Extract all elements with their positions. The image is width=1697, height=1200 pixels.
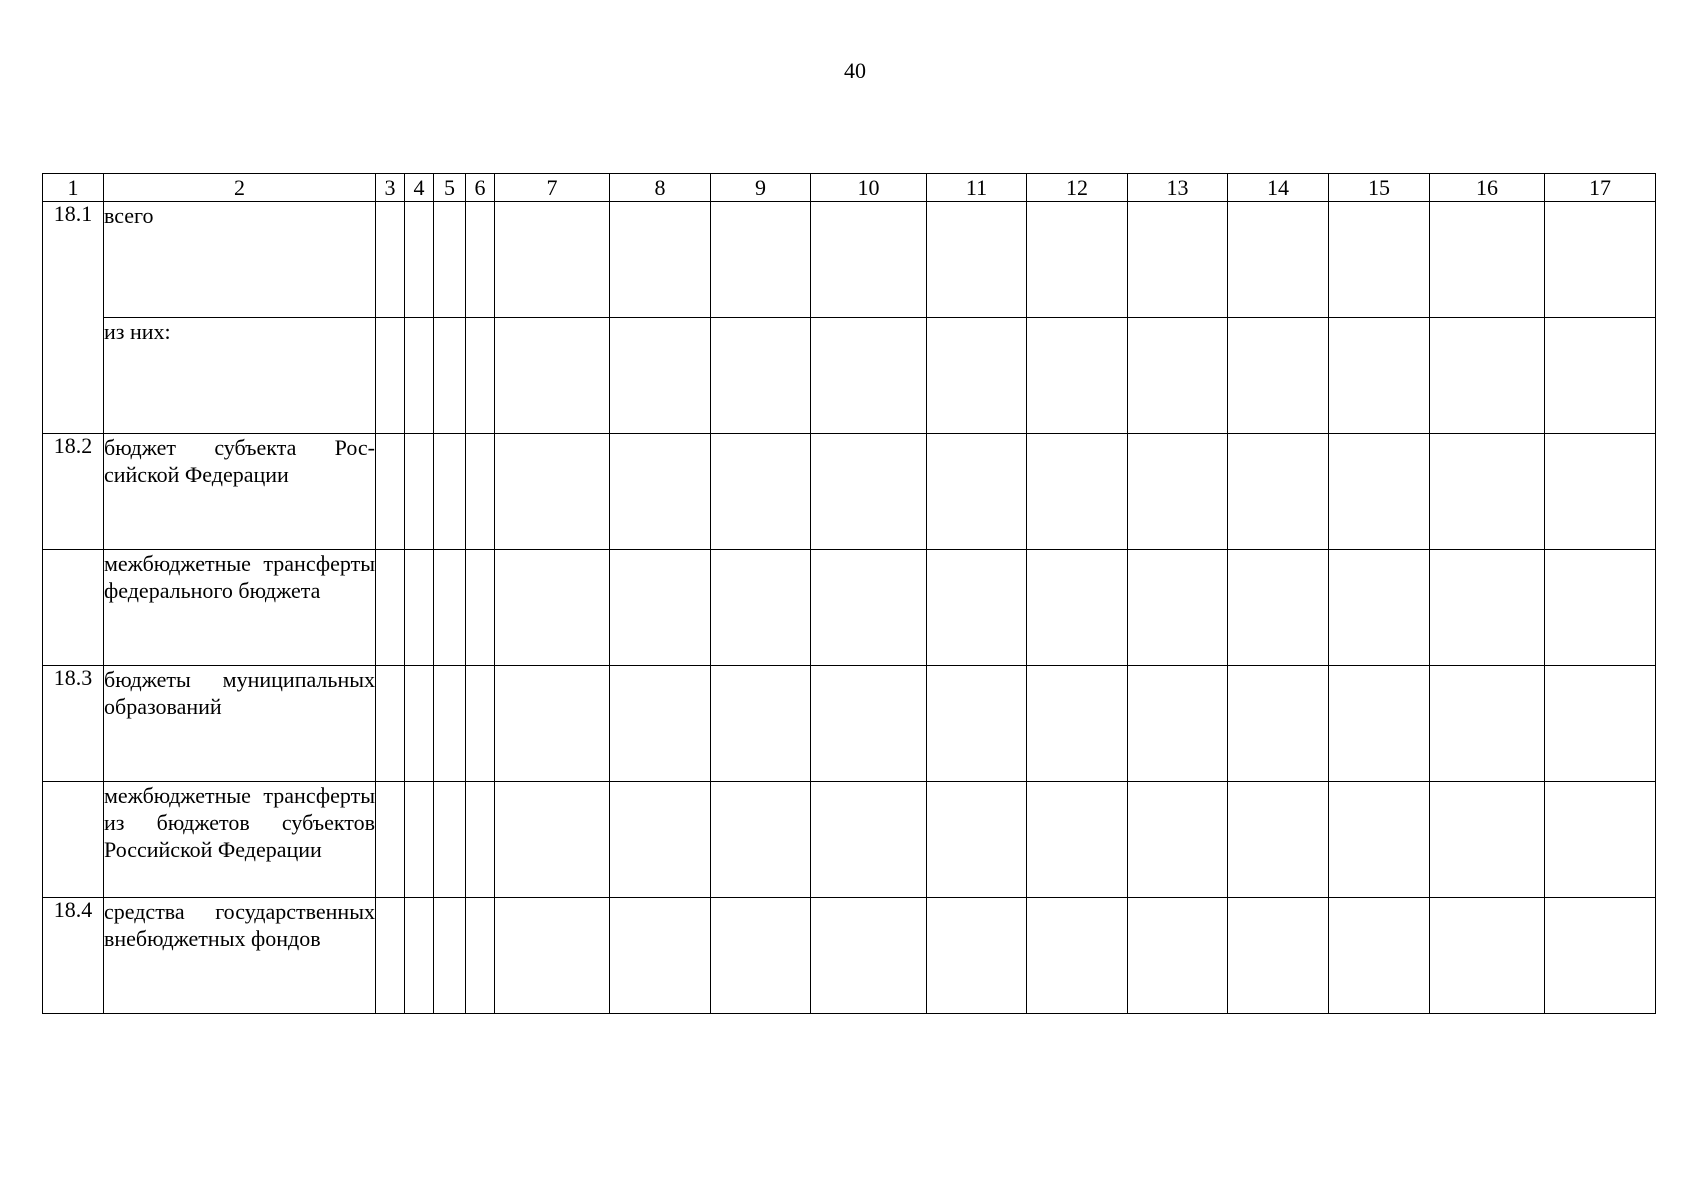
page-number: 40 [844,58,866,83]
table-row [43,782,1656,898]
data-cell [1228,434,1329,550]
column-header: 14 [1228,174,1329,202]
row-name: средства государственных внебюджетных фондов [104,898,376,1014]
data-cell [495,782,610,898]
data-cell [1228,782,1329,898]
data-cell [1545,434,1656,550]
data-cell [711,434,811,550]
header-row [43,174,1656,202]
data-cell [495,666,610,782]
data-cell [610,898,711,1014]
data-cell [610,666,711,782]
data-cell [1228,898,1329,1014]
data-cell [376,898,405,1014]
row-name: всего [104,202,376,318]
data-cell [405,666,434,782]
data-cell [1128,202,1228,318]
data-cell [1430,782,1545,898]
data-cell [927,318,1027,434]
data-cell [610,434,711,550]
data-cell [434,318,466,434]
data-cell [466,666,495,782]
column-header: 9 [711,174,811,202]
data-cell [466,318,495,434]
data-cell [1228,666,1329,782]
data-cell [811,434,927,550]
data-cell [1545,782,1656,898]
table-row [43,666,1656,782]
data-cell [1545,666,1656,782]
data-cell [1545,202,1656,318]
data-cell [405,782,434,898]
data-cell [376,202,405,318]
column-header: 4 [405,174,434,202]
data-cell [1027,434,1128,550]
data-cell [1329,550,1430,666]
column-header: 5 [434,174,466,202]
data-cell [466,434,495,550]
row-number: 18.2 [43,434,104,550]
data-cell [927,898,1027,1014]
data-cell [495,550,610,666]
table-row [43,202,1656,318]
row-number: 18.3 [43,666,104,782]
data-cell [1128,666,1228,782]
data-cell [711,666,811,782]
data-cell [405,202,434,318]
data-cell [434,898,466,1014]
data-cell [495,202,610,318]
data-cell [1228,202,1329,318]
data-cell [405,898,434,1014]
data-cell [811,202,927,318]
data-cell [811,898,927,1014]
data-cell [376,666,405,782]
data-cell [434,434,466,550]
data-cell [811,318,927,434]
data-cell [405,550,434,666]
data-cell [466,550,495,666]
budget-table [42,173,1656,1014]
table-row [43,318,1656,434]
data-cell [1228,318,1329,434]
data-cell [495,898,610,1014]
column-header: 11 [927,174,1027,202]
data-cell [1545,550,1656,666]
data-cell [1430,550,1545,666]
data-cell [434,550,466,666]
column-header: 16 [1430,174,1545,202]
data-cell [1430,318,1545,434]
data-cell [1329,666,1430,782]
row-name: бюджет субъекта Российской Федерации [104,434,376,550]
data-cell [1128,898,1228,1014]
data-cell [1228,550,1329,666]
data-cell [711,202,811,318]
table-row [43,434,1656,550]
data-cell [1329,434,1430,550]
data-cell [610,318,711,434]
data-cell [927,550,1027,666]
row-name: из них: [104,318,376,434]
data-cell [711,318,811,434]
column-header: 2 [104,174,376,202]
column-header: 10 [811,174,927,202]
data-cell [1430,434,1545,550]
data-cell [1329,898,1430,1014]
table-row [43,550,1656,666]
data-cell [466,782,495,898]
data-cell [1027,666,1128,782]
data-cell [811,782,927,898]
data-cell [1027,318,1128,434]
data-cell [927,434,1027,550]
data-cell [1128,318,1228,434]
data-cell [405,318,434,434]
data-cell [495,434,610,550]
column-header: 13 [1128,174,1228,202]
column-header: 6 [466,174,495,202]
data-cell [434,666,466,782]
data-cell [495,318,610,434]
column-header: 17 [1545,174,1656,202]
data-cell [811,550,927,666]
data-cell [376,434,405,550]
data-cell [927,202,1027,318]
data-cell [1329,318,1430,434]
data-cell [1027,550,1128,666]
data-cell [1128,550,1228,666]
table-row [43,898,1656,1014]
data-cell [927,666,1027,782]
data-cell [1128,782,1228,898]
row-number: 18.4 [43,898,104,1014]
data-cell [1430,666,1545,782]
data-cell [1027,898,1128,1014]
data-cell [610,202,711,318]
row-number [43,550,104,666]
data-cell [376,782,405,898]
data-cell [1027,782,1128,898]
data-cell [466,202,495,318]
data-cell [376,550,405,666]
row-number [43,782,104,898]
column-header: 7 [495,174,610,202]
data-cell [1329,202,1430,318]
data-cell [711,898,811,1014]
column-header: 12 [1027,174,1128,202]
data-cell [927,782,1027,898]
column-header: 3 [376,174,405,202]
data-cell [610,782,711,898]
data-cell [711,550,811,666]
row-name: межбюджетные трансферты федерального бюджета [104,550,376,666]
data-cell [1545,318,1656,434]
column-header: 15 [1329,174,1430,202]
row-name: межбюджетные трансферты из бюджетов субъектов Российской Федерации [104,782,376,898]
data-cell [1430,202,1545,318]
data-cell [434,782,466,898]
data-cell [1545,898,1656,1014]
data-cell [434,202,466,318]
data-cell [376,318,405,434]
data-cell [610,550,711,666]
column-header: 1 [43,174,104,202]
data-cell [466,898,495,1014]
row-number: 18.1 [43,202,104,434]
data-cell [405,434,434,550]
data-cell [711,782,811,898]
data-cell [1430,898,1545,1014]
data-cell [1329,782,1430,898]
data-cell [1128,434,1228,550]
data-cell [1027,202,1128,318]
row-name: бюджеты муниципальных образований [104,666,376,782]
column-header: 8 [610,174,711,202]
data-cell [811,666,927,782]
